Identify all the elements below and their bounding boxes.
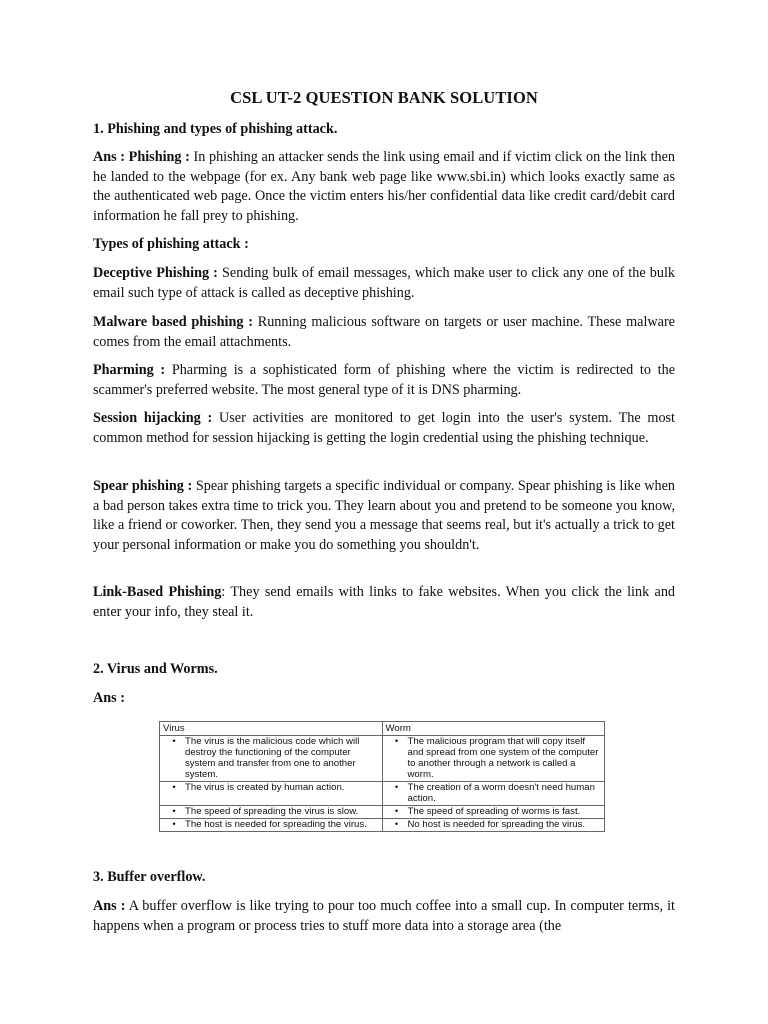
table-row — [160, 782, 605, 806]
cell-text: The virus is created by human action. — [185, 782, 345, 793]
table-cell — [160, 736, 383, 782]
answer-label: Ans : — [93, 898, 126, 914]
table-cell — [160, 806, 383, 819]
table-cell — [160, 782, 383, 806]
type-spear-phishing — [93, 477, 675, 555]
bullet-icon: • — [172, 819, 176, 830]
type-text: User activities are monitored to get login into the user's system. The most common method for session hijacking is getting the login credential using the phishing technique. — [93, 410, 675, 446]
type-label: Session hijacking : — [93, 410, 213, 426]
column-header-virus: Virus — [160, 722, 383, 736]
type-label: Link-Based Phishing — [93, 584, 222, 600]
type-text: Running malicious software on targets or user machine. These malware comes from the email attachments. — [93, 314, 675, 350]
type-session-hijacking — [93, 409, 675, 448]
column-header-worm: Worm — [382, 722, 605, 736]
table-header-row — [160, 722, 605, 736]
type-malware-based-phishing — [93, 313, 675, 352]
bullet-icon: • — [172, 736, 176, 747]
page-title: CSL UT-2 QUESTION BANK SOLUTION — [230, 88, 538, 107]
table-cell — [382, 782, 605, 806]
bullet-icon: • — [394, 736, 399, 747]
table-cell — [382, 736, 605, 782]
bullet-icon: • — [394, 806, 399, 817]
type-text: Sending bulk of email messages, which make user to click any one of the bulk email such type of attack is called as deceptive phishing. — [93, 265, 675, 301]
question-3-answer — [93, 897, 675, 936]
type-text: Spear phishing targets a specific individual or company. Spear phishing is like when a bad person takes extra time to trick you. They learn about you and pretend to be someone you know, like a friend or coworker. Then, they send you a message that seems real, but it's actually a trick to get your personal information or make you do something you shouldn't. — [93, 478, 675, 553]
answer-label: Ans : Phishing : — [93, 149, 190, 165]
bullet-icon: • — [394, 782, 399, 793]
type-label: Pharming : — [93, 362, 166, 378]
table-cell — [160, 819, 383, 832]
question-1-answer — [93, 148, 675, 226]
type-text: : They send emails with links to fake websites. When you click the link and enter your info, they steal it. — [93, 584, 676, 620]
question-2-answer-label: Ans : — [93, 690, 125, 706]
question-1-heading: 1. Phishing and types of phishing attack. — [93, 121, 338, 137]
cell-text: The speed of spreading the virus is slow. — [185, 806, 359, 817]
question-2-heading: 2. Virus and Worms. — [93, 661, 218, 677]
bullet-icon: • — [172, 782, 176, 793]
cell-text: The virus is the malicious code which will destroy the functioning of the computer system and transfer from one to another system. — [185, 736, 360, 780]
table-row — [160, 806, 605, 819]
answer-text: In phishing an attacker sends the link using email and if victim click on the link then he landed to the webpage (for ex. Any bank web page like www.sbi.in) which looks exactly same as the authenticated web page. Once the victim enters his/her confidential data like credit card/debit card information he fall prey to phishing. — [93, 149, 675, 224]
type-link-based-phishing — [93, 583, 675, 622]
cell-text: No host is needed for spreading the virus. — [407, 819, 586, 830]
type-label: Deceptive Phishing : — [93, 265, 218, 281]
cell-text: The host is needed for spreading the virus. — [185, 819, 367, 830]
type-label: Spear phishing : — [93, 478, 193, 494]
question-3-heading: 3. Buffer overflow. — [93, 869, 206, 885]
table-cell — [382, 819, 605, 832]
virus-worm-table — [159, 721, 605, 832]
cell-text: The creation of a worm doesn't need human action. — [407, 782, 595, 804]
cell-text: The malicious program that will copy itself and spread from one system of the computer to another through a network is called a worm. — [407, 736, 599, 780]
cell-text: The speed of spreading of worms is fast. — [407, 806, 581, 817]
type-pharming — [93, 361, 675, 400]
answer-text: A buffer overflow is like trying to pour too much coffee into a small cup. In computer terms, it happens when a program or process tries to stuff more data into a storage area (the — [93, 898, 675, 934]
table-row — [160, 736, 605, 782]
type-deceptive-phishing — [93, 264, 675, 303]
table-row — [160, 819, 605, 832]
types-heading: Types of phishing attack : — [93, 236, 249, 252]
type-label: Malware based phishing : — [93, 314, 253, 330]
bullet-icon: • — [394, 819, 399, 830]
table-cell — [382, 806, 605, 819]
bullet-icon: • — [172, 806, 176, 817]
type-text: Pharming is a sophisticated form of phishing where the victim is redirected to the scammer's preferred website. The most general type of it is DNS pharming. — [93, 362, 675, 398]
